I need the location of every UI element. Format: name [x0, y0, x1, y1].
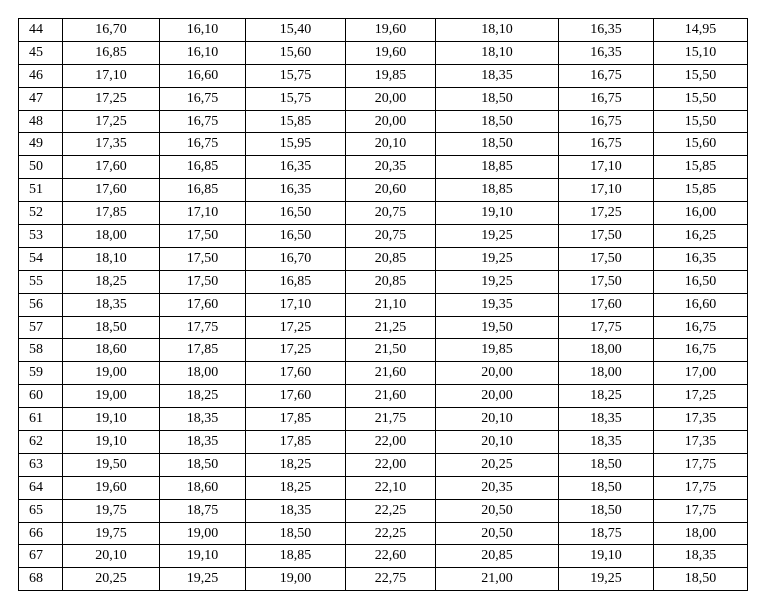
table-cell: 18,50	[436, 110, 559, 133]
table-cell: 19,60	[346, 41, 436, 64]
table-cell: 17,50	[160, 247, 246, 270]
table-cell: 17,10	[63, 64, 160, 87]
table-cell: 17,75	[654, 476, 748, 499]
table-cell: 18,50	[559, 476, 654, 499]
table-cell: 15,60	[654, 133, 748, 156]
table-cell: 17,50	[559, 270, 654, 293]
table-cell: 19,10	[559, 545, 654, 568]
table-cell: 18,00	[160, 362, 246, 385]
table-cell: 17,50	[160, 225, 246, 248]
table-cell: 17,10	[559, 156, 654, 179]
table-cell: 18,35	[246, 499, 346, 522]
table-cell: 17,75	[160, 316, 246, 339]
table-row	[19, 408, 748, 431]
table-cell: 15,85	[654, 179, 748, 202]
table-cell: 17,35	[654, 431, 748, 454]
table-cell: 20,60	[346, 179, 436, 202]
table-cell: 20,35	[436, 476, 559, 499]
table-cell: 21,60	[346, 385, 436, 408]
table-cell: 19,00	[63, 362, 160, 385]
table-cell: 19,00	[246, 568, 346, 591]
table-cell: 22,00	[346, 453, 436, 476]
table-cell: 16,75	[559, 133, 654, 156]
table-cell: 19,85	[346, 64, 436, 87]
table-cell: 20,35	[346, 156, 436, 179]
table-cell: 19,75	[63, 522, 160, 545]
table-cell: 16,75	[160, 110, 246, 133]
table-cell: 20,75	[346, 202, 436, 225]
table-cell: 19,25	[559, 568, 654, 591]
row-number-cell: 44	[19, 19, 63, 42]
table-cell: 16,00	[654, 202, 748, 225]
table-row	[19, 522, 748, 545]
table-cell: 19,00	[63, 385, 160, 408]
row-number-cell: 46	[19, 64, 63, 87]
table-cell: 17,25	[654, 385, 748, 408]
table-cell: 15,40	[246, 19, 346, 42]
table-cell: 19,10	[63, 408, 160, 431]
table-row	[19, 385, 748, 408]
table-row	[19, 179, 748, 202]
table-cell: 18,00	[559, 362, 654, 385]
table-cell: 18,50	[559, 453, 654, 476]
table-cell: 22,25	[346, 522, 436, 545]
table-cell: 17,85	[63, 202, 160, 225]
table-cell: 16,35	[559, 41, 654, 64]
table-cell: 20,75	[346, 225, 436, 248]
table-cell: 19,60	[63, 476, 160, 499]
row-number-cell: 65	[19, 499, 63, 522]
table-cell: 18,35	[559, 431, 654, 454]
table-cell: 18,35	[559, 408, 654, 431]
table-cell: 17,10	[160, 202, 246, 225]
table-cell: 19,35	[436, 293, 559, 316]
table-cell: 17,25	[559, 202, 654, 225]
table-cell: 15,85	[246, 110, 346, 133]
row-number-cell: 50	[19, 156, 63, 179]
row-number-cell: 51	[19, 179, 63, 202]
table-cell: 20,85	[346, 270, 436, 293]
table-body	[19, 19, 748, 591]
table-cell: 18,25	[160, 385, 246, 408]
table-cell: 20,00	[436, 362, 559, 385]
table-cell: 14,95	[654, 19, 748, 42]
table-row	[19, 133, 748, 156]
table-cell: 15,50	[654, 110, 748, 133]
table-cell: 19,25	[436, 247, 559, 270]
table-cell: 18,50	[436, 87, 559, 110]
table-cell: 19,75	[63, 499, 160, 522]
table-row	[19, 225, 748, 248]
table-cell: 20,00	[346, 110, 436, 133]
table-cell: 19,25	[436, 270, 559, 293]
table-cell: 21,75	[346, 408, 436, 431]
table-cell: 18,75	[160, 499, 246, 522]
table-row	[19, 41, 748, 64]
table-cell: 20,10	[436, 431, 559, 454]
table-row	[19, 156, 748, 179]
table-cell: 18,60	[63, 339, 160, 362]
table-cell: 19,60	[346, 19, 436, 42]
table-cell: 18,85	[436, 179, 559, 202]
table-row	[19, 293, 748, 316]
table-cell: 22,25	[346, 499, 436, 522]
table-cell: 17,50	[559, 247, 654, 270]
table-cell: 21,10	[346, 293, 436, 316]
table-cell: 16,75	[654, 339, 748, 362]
table-cell: 19,85	[436, 339, 559, 362]
table-cell: 15,75	[246, 87, 346, 110]
table-cell: 20,85	[436, 545, 559, 568]
table-cell: 18,85	[436, 156, 559, 179]
row-number-cell: 48	[19, 110, 63, 133]
table-row	[19, 499, 748, 522]
table-cell: 16,50	[246, 225, 346, 248]
table-cell: 17,60	[559, 293, 654, 316]
row-number-cell: 58	[19, 339, 63, 362]
row-number-cell: 68	[19, 568, 63, 591]
table-cell: 17,10	[559, 179, 654, 202]
row-number-cell: 54	[19, 247, 63, 270]
table-row	[19, 110, 748, 133]
table-cell: 18,75	[559, 522, 654, 545]
table-cell: 19,50	[436, 316, 559, 339]
table-cell: 18,35	[654, 545, 748, 568]
row-number-cell: 66	[19, 522, 63, 545]
table-cell: 16,75	[559, 110, 654, 133]
table-cell: 17,10	[246, 293, 346, 316]
table-cell: 20,25	[63, 568, 160, 591]
table-cell: 18,10	[63, 247, 160, 270]
table-cell: 15,10	[654, 41, 748, 64]
table-cell: 17,60	[246, 362, 346, 385]
row-number-cell: 59	[19, 362, 63, 385]
table-cell: 22,75	[346, 568, 436, 591]
table-cell: 15,50	[654, 87, 748, 110]
table-cell: 22,00	[346, 431, 436, 454]
table-cell: 17,60	[63, 156, 160, 179]
row-number-cell: 49	[19, 133, 63, 156]
row-number-cell: 53	[19, 225, 63, 248]
table-cell: 18,50	[160, 453, 246, 476]
table-cell: 17,75	[654, 453, 748, 476]
table-cell: 19,25	[436, 225, 559, 248]
row-number-cell: 57	[19, 316, 63, 339]
table-cell: 17,25	[246, 339, 346, 362]
table-cell: 20,10	[436, 408, 559, 431]
table-cell: 17,60	[246, 385, 346, 408]
table-cell: 19,10	[160, 545, 246, 568]
table-cell: 16,35	[246, 156, 346, 179]
table-cell: 18,10	[436, 19, 559, 42]
row-number-cell: 67	[19, 545, 63, 568]
table-cell: 18,35	[160, 408, 246, 431]
table-cell: 16,50	[246, 202, 346, 225]
table-cell: 15,50	[654, 64, 748, 87]
row-number-cell: 56	[19, 293, 63, 316]
table-cell: 16,50	[654, 270, 748, 293]
table-cell: 16,35	[559, 19, 654, 42]
table-cell: 19,10	[436, 202, 559, 225]
table-row	[19, 431, 748, 454]
row-number-cell: 63	[19, 453, 63, 476]
table-cell: 21,60	[346, 362, 436, 385]
table-cell: 16,25	[654, 225, 748, 248]
table-cell: 18,50	[654, 568, 748, 591]
table-row	[19, 202, 748, 225]
table-cell: 18,50	[63, 316, 160, 339]
table-cell: 18,00	[559, 339, 654, 362]
table-row	[19, 19, 748, 42]
table-row	[19, 476, 748, 499]
table-cell: 18,25	[246, 476, 346, 499]
table-row	[19, 64, 748, 87]
table-cell: 18,60	[160, 476, 246, 499]
row-number-cell: 55	[19, 270, 63, 293]
row-number-cell: 62	[19, 431, 63, 454]
table-cell: 20,25	[436, 453, 559, 476]
table-row	[19, 247, 748, 270]
table-cell: 16,35	[246, 179, 346, 202]
table-cell: 19,25	[160, 568, 246, 591]
table-cell: 16,75	[160, 87, 246, 110]
table-cell: 17,60	[160, 293, 246, 316]
table-cell: 16,85	[246, 270, 346, 293]
table-cell: 15,60	[246, 41, 346, 64]
table-row	[19, 316, 748, 339]
table-cell: 19,50	[63, 453, 160, 476]
table-cell: 18,25	[559, 385, 654, 408]
table-cell: 16,85	[160, 179, 246, 202]
table-cell: 16,10	[160, 19, 246, 42]
table-cell: 17,35	[63, 133, 160, 156]
table-cell: 16,70	[246, 247, 346, 270]
table-cell: 17,60	[63, 179, 160, 202]
table-cell: 16,75	[160, 133, 246, 156]
table-row	[19, 339, 748, 362]
table-cell: 16,35	[654, 247, 748, 270]
table-cell: 16,85	[63, 41, 160, 64]
table-cell: 15,75	[246, 64, 346, 87]
table-cell: 18,35	[436, 64, 559, 87]
table-cell: 18,85	[246, 545, 346, 568]
table-row	[19, 568, 748, 591]
data-table	[18, 18, 748, 591]
table-cell: 16,70	[63, 19, 160, 42]
table-cell: 21,00	[436, 568, 559, 591]
table-row	[19, 87, 748, 110]
table-cell: 16,75	[559, 87, 654, 110]
table-cell: 17,85	[246, 431, 346, 454]
table-row	[19, 545, 748, 568]
table-cell: 16,60	[160, 64, 246, 87]
row-number-cell: 61	[19, 408, 63, 431]
row-number-cell: 52	[19, 202, 63, 225]
table-row	[19, 270, 748, 293]
table-cell: 18,50	[559, 499, 654, 522]
table-cell: 17,00	[654, 362, 748, 385]
table-cell: 17,25	[63, 110, 160, 133]
table-cell: 20,00	[436, 385, 559, 408]
row-number-cell: 60	[19, 385, 63, 408]
table-cell: 20,10	[63, 545, 160, 568]
table-row	[19, 453, 748, 476]
table-cell: 17,50	[559, 225, 654, 248]
table-cell: 15,95	[246, 133, 346, 156]
table-cell: 21,50	[346, 339, 436, 362]
table-cell: 16,60	[654, 293, 748, 316]
table-cell: 18,10	[436, 41, 559, 64]
table-cell: 18,50	[246, 522, 346, 545]
table-cell: 20,10	[346, 133, 436, 156]
table-cell: 18,00	[63, 225, 160, 248]
table-cell: 17,75	[654, 499, 748, 522]
row-number-cell: 64	[19, 476, 63, 499]
table-cell: 17,25	[63, 87, 160, 110]
table-row	[19, 362, 748, 385]
table-cell: 22,60	[346, 545, 436, 568]
table-cell: 16,10	[160, 41, 246, 64]
table-cell: 20,00	[346, 87, 436, 110]
table-cell: 21,25	[346, 316, 436, 339]
table-cell: 18,50	[436, 133, 559, 156]
row-number-cell: 45	[19, 41, 63, 64]
table-cell: 20,85	[346, 247, 436, 270]
table-cell: 17,85	[246, 408, 346, 431]
table-cell: 17,75	[559, 316, 654, 339]
table-cell: 18,35	[63, 293, 160, 316]
table-cell: 18,00	[654, 522, 748, 545]
table-cell: 20,50	[436, 499, 559, 522]
table-cell: 19,00	[160, 522, 246, 545]
table-cell: 22,10	[346, 476, 436, 499]
table-cell: 20,50	[436, 522, 559, 545]
table-cell: 17,35	[654, 408, 748, 431]
table-cell: 19,10	[63, 431, 160, 454]
table-cell: 17,25	[246, 316, 346, 339]
table-cell: 16,85	[160, 156, 246, 179]
table-cell: 18,35	[160, 431, 246, 454]
table-cell: 15,85	[654, 156, 748, 179]
table-cell: 18,25	[246, 453, 346, 476]
table-cell: 17,85	[160, 339, 246, 362]
row-number-cell: 47	[19, 87, 63, 110]
table-cell: 17,50	[160, 270, 246, 293]
table-cell: 16,75	[654, 316, 748, 339]
table-cell: 18,25	[63, 270, 160, 293]
table-cell: 16,75	[559, 64, 654, 87]
